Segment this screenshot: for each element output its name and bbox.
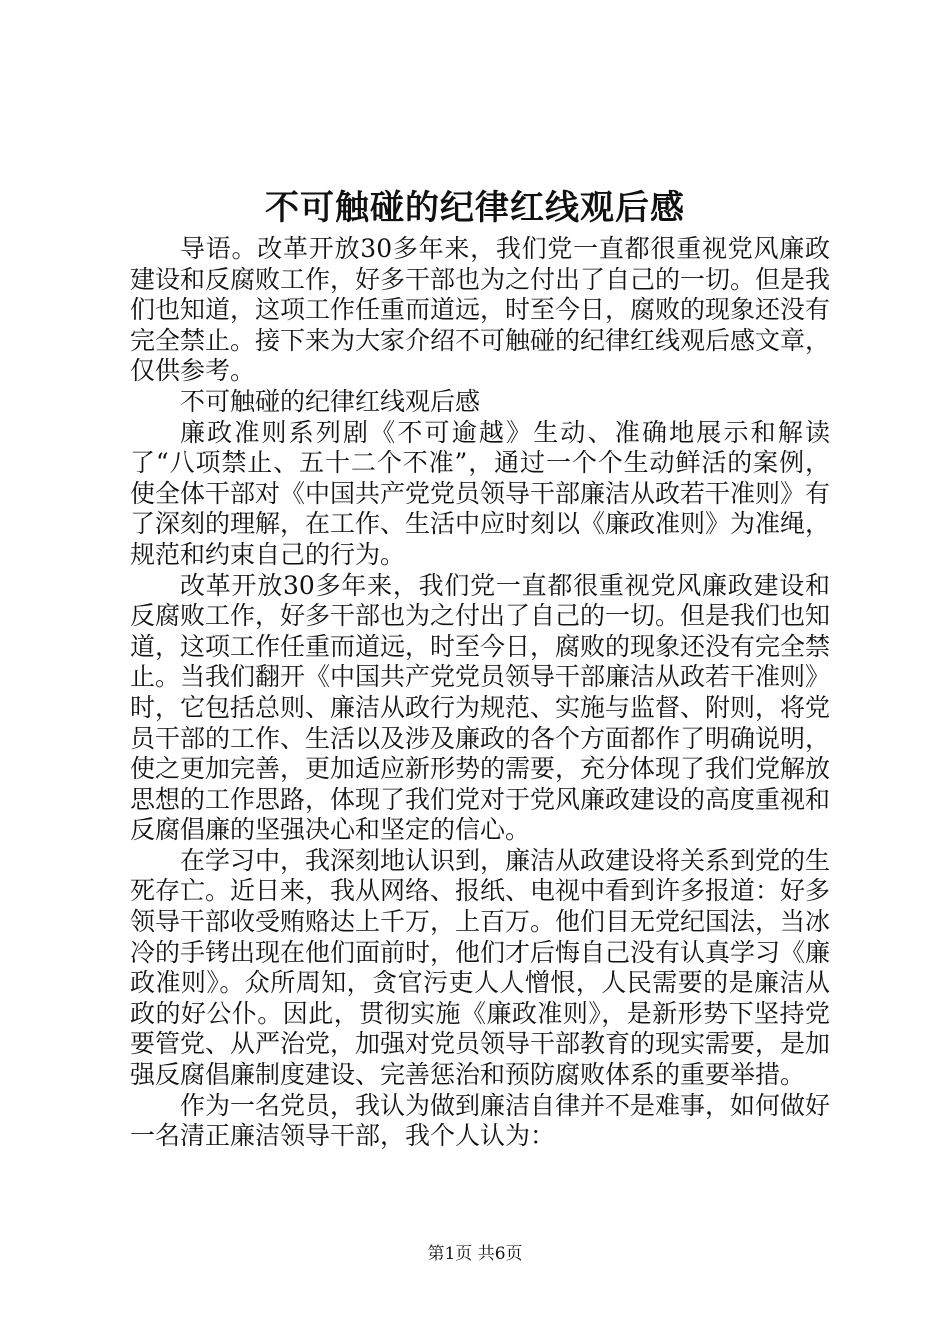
document-body <box>130 234 830 1152</box>
paragraph-2: 改革开放30多年来，我们党一直都很重视党风廉政建设和反腐败工作，好多干部也为之付出了自己的一切。但是我们也知道，这项工作任重而道远，时至今日，腐败的现象还没有完全禁止。当我们翻开《中国共产党党员领导干部廉洁从政若干准则》时，它包括总则、廉洁从政行为规范、实施与监督、附则，将党员干部的工作、生活以及涉及廉政的各个方面都作了明确说明，使之更加完善，更加适应新形势的需要，充分体现了我们党解放思想的工作思路，体现了我们党对于党风廉政建设的高度重视和反腐倡廉的坚强决心和坚定的信心。 <box>130 570 831 845</box>
page-number-footer: 第1页 共6页 <box>427 1244 523 1264</box>
paragraph-subtitle: 不可触碰的纪律红线观后感 <box>180 386 481 416</box>
document-title: 不可触碰的纪律红线观后感 <box>265 188 685 228</box>
paragraph-intro: 导语。改革开放30多年来，我们党一直都很重视党风廉政建设和反腐败工作，好多干部也为之付出了自己的一切。但是我们也知道，这项工作任重而道远，时至今日，腐败的现象还没有完全禁止。接下来为大家介绍不可触碰的纪律红线观后感文章，仅供参考。 <box>130 234 831 386</box>
paragraph-3: 在学习中，我深刻地认识到，廉洁从政建设将关系到党的生死存亡。近日来，我从网络、报纸、电视中看到许多报道：好多领导干部收受贿赂达上千万，上百万。他们目无党纪国法，当冰冷的手铐出现在他们面前时，他们才后悔自己没有认真学习《廉政准则》。众所周知，贪官污吏人人憎恨，人民需要的是廉洁从政的好公仆。因此，贯彻实施《廉政准则》，是新形势下坚持党要管党、从严治党，加强对党员领导干部教育的现实需要，是加强反腐倡廉制度建设、完善惩治和预防腐败体系的重要举措。 <box>130 845 831 1090</box>
paragraph-1: 廉政准则系列剧《不可逾越》生动、准确地展示和解读了“八项禁止、五十二个不准”，通过一个个生动鲜活的案例，使全体干部对《中国共产党党员领导干部廉洁从政若干准则》有了深刻的理解，在工作、生活中应时刻以《廉政准则》为准绳，规范和约束自己的行为。 <box>130 417 831 569</box>
paragraph-4: 作为一名党员，我认为做到廉洁自律并不是难事，如何做好一名清正廉洁领导干部，我个人认为： <box>130 1090 831 1151</box>
